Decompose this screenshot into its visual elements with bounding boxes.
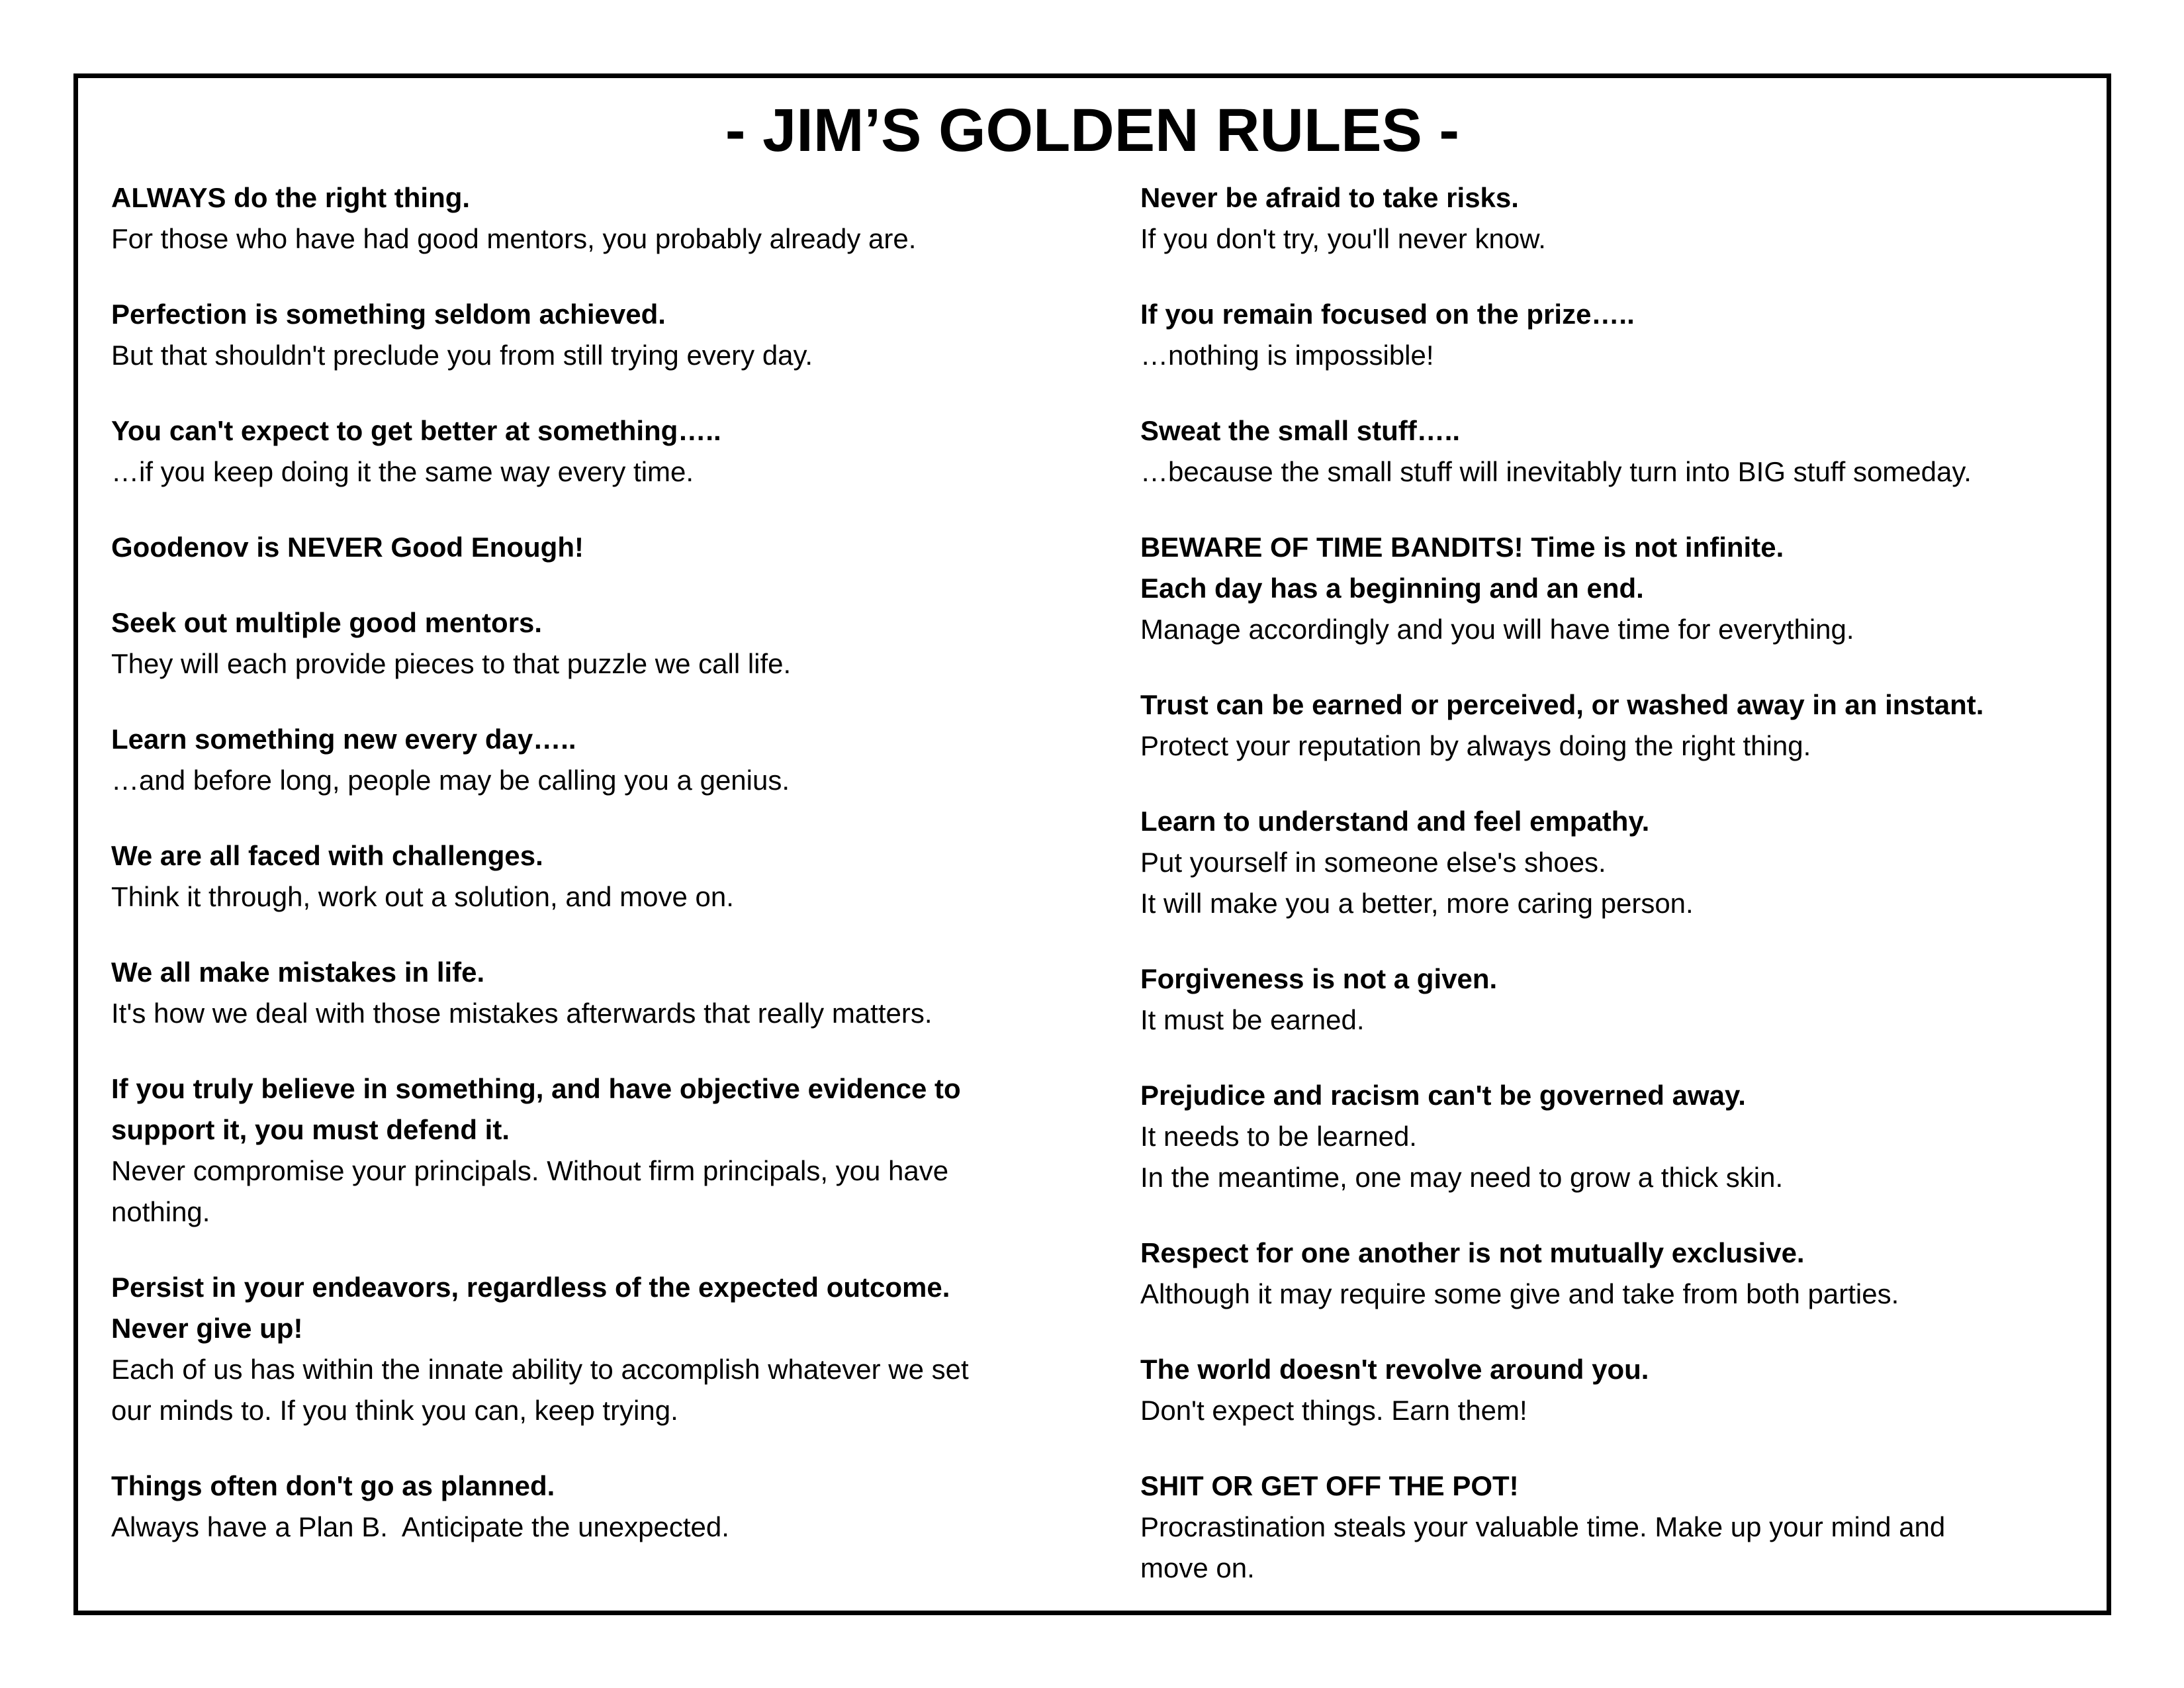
rule-item <box>111 1068 1124 1233</box>
rule-heading: Sweat the small stuff….. <box>1140 415 1461 446</box>
rule-item <box>1140 1075 2100 1198</box>
rule-text: It will make you a better, more caring person. <box>1140 888 1694 919</box>
rule-item <box>1140 801 2100 924</box>
rule-heading: Learn something new every day….. <box>111 724 576 755</box>
rule-item <box>111 177 1124 259</box>
rule-item <box>1140 177 2100 259</box>
rule-text: If you don't try, you'll never know. <box>1140 223 1546 254</box>
rule-heading: We are all faced with challenges. <box>111 840 543 871</box>
rule-heading: Goodenov is NEVER Good Enough! <box>111 532 584 563</box>
rule-item <box>1140 684 2100 767</box>
rule-item <box>1140 1349 2100 1431</box>
rule-text: move on. <box>1140 1552 1255 1583</box>
rule-heading: Respect for one another is not mutually exclusive. <box>1140 1237 1805 1268</box>
rule-text: But that shouldn't preclude you from still trying every day. <box>111 340 813 371</box>
rule-heading: Trust can be earned or perceived, or washed away in an instant. <box>1140 689 1984 720</box>
rule-text: …if you keep doing it the same way every time. <box>111 456 694 487</box>
rule-text: It's how we deal with those mistakes afterwards that really matters. <box>111 998 933 1029</box>
rule-heading: Things often don't go as planned. <box>111 1470 555 1501</box>
right-rules-column <box>1140 177 2100 1623</box>
rule-text: …and before long, people may be calling you a genius. <box>111 765 790 796</box>
rule-text: Each of us has within the innate ability to accomplish whatever we set <box>111 1354 969 1385</box>
rule-item <box>1140 1233 2100 1315</box>
rule-text: It needs to be learned. <box>1140 1121 1417 1152</box>
rule-heading: support it, you must defend it. <box>111 1114 510 1145</box>
rule-item <box>111 410 1124 492</box>
rule-heading: The world doesn't revolve around you. <box>1140 1354 1649 1385</box>
rule-text: our minds to. If you think you can, keep trying. <box>111 1395 678 1426</box>
rule-item <box>111 1466 1124 1548</box>
rule-item <box>111 1267 1124 1431</box>
rule-item <box>1140 959 2100 1041</box>
rule-heading: ALWAYS do the right thing. <box>111 182 471 213</box>
rule-heading: Never give up! <box>111 1313 303 1344</box>
rule-heading: You can't expect to get better at something….. <box>111 415 721 446</box>
rule-heading: If you remain focused on the prize….. <box>1140 299 1635 330</box>
rule-text: …nothing is impossible! <box>1140 340 1434 371</box>
rule-item <box>111 602 1124 684</box>
rule-heading: Seek out multiple good mentors. <box>111 607 543 638</box>
rule-item <box>111 952 1124 1034</box>
rule-text: Protect your reputation by always doing the right thing. <box>1140 730 1811 761</box>
rule-text: Put yourself in someone else's shoes. <box>1140 847 1606 878</box>
rule-text: In the meantime, one may need to grow a thick skin. <box>1140 1162 1784 1193</box>
rule-text: Never compromise your principals. Without firm principals, you have <box>111 1155 949 1186</box>
rule-heading: Forgiveness is not a given. <box>1140 963 1498 994</box>
rule-item <box>111 527 1124 568</box>
left-rules-column <box>111 177 1124 1582</box>
rule-heading: BEWARE OF TIME BANDITS! Time is not infinite. <box>1140 532 1784 563</box>
rule-text: It must be earned. <box>1140 1004 1365 1035</box>
rule-item <box>1140 1466 2100 1589</box>
rule-text: nothing. <box>111 1196 210 1227</box>
rule-item <box>1140 410 2100 492</box>
rule-text: Always have a Plan B. Anticipate the unexpected. <box>111 1511 729 1542</box>
rule-text: Think it through, work out a solution, and move on. <box>111 881 734 912</box>
rule-text: They will each provide pieces to that puzzle we call life. <box>111 648 792 679</box>
rule-text: Procrastination steals your valuable time. Make up your mind and <box>1140 1511 1946 1542</box>
rule-item <box>1140 294 2100 376</box>
rule-heading: SHIT OR GET OFF THE POT! <box>1140 1470 1519 1501</box>
rule-item <box>111 835 1124 917</box>
rule-text: For those who have had good mentors, you probably already are. <box>111 223 917 254</box>
rule-heading: Never be afraid to take risks. <box>1140 182 1519 213</box>
rule-item <box>111 294 1124 376</box>
rule-text: Although it may require some give and take from both parties. <box>1140 1278 1899 1309</box>
rule-item <box>1140 527 2100 650</box>
rule-text: …because the small stuff will inevitably turn into BIG stuff someday. <box>1140 456 1972 487</box>
rule-text: Don't expect things. Earn them! <box>1140 1395 1527 1426</box>
page-border <box>73 73 2111 1615</box>
rule-heading: Prejudice and racism can't be governed away. <box>1140 1080 1746 1111</box>
rule-heading: Each day has a beginning and an end. <box>1140 573 1644 604</box>
rule-text: Manage accordingly and you will have time for everything. <box>1140 614 1854 645</box>
rule-heading: Perfection is something seldom achieved. <box>111 299 666 330</box>
page-title: - JIM’S GOLDEN RULES - <box>725 97 1460 164</box>
rule-heading: We all make mistakes in life. <box>111 957 485 988</box>
rule-heading: Persist in your endeavors, regardless of the expected outcome. <box>111 1272 950 1303</box>
rule-item <box>111 719 1124 801</box>
rule-heading: Learn to understand and feel empathy. <box>1140 806 1650 837</box>
rule-heading: If you truly believe in something, and have objective evidence to <box>111 1073 961 1104</box>
